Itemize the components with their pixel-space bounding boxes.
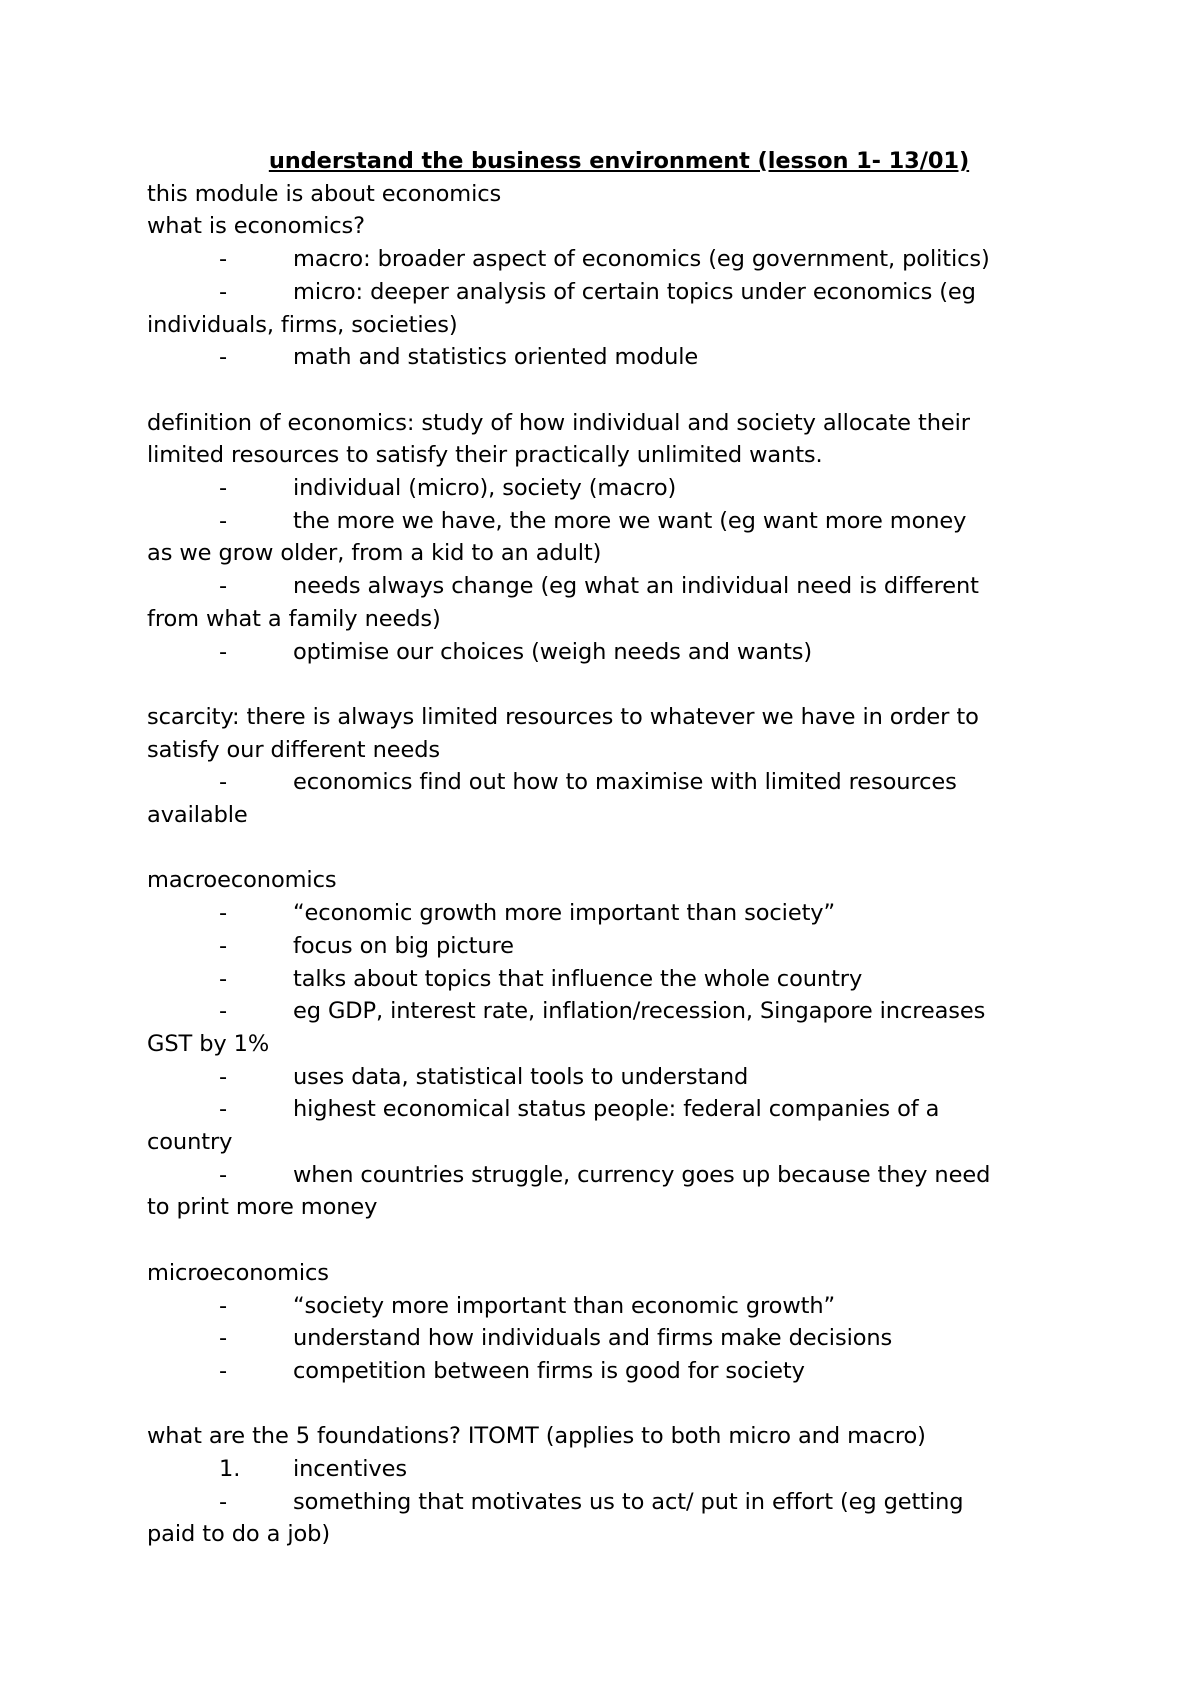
list-item-first-line bbox=[147, 1355, 1067, 1388]
list-marker: - bbox=[219, 998, 228, 1025]
microeconomics-heading: microeconomics bbox=[147, 1259, 329, 1286]
list-item-first-line bbox=[147, 341, 1067, 374]
scarcity-list bbox=[147, 766, 1067, 831]
list-item-first-line bbox=[147, 1290, 1067, 1323]
question-line: what is economics? bbox=[147, 213, 365, 240]
list-marker: - bbox=[219, 1357, 228, 1384]
list-item bbox=[147, 897, 1067, 930]
list-item bbox=[147, 1290, 1067, 1323]
document-title: understand the business environment (lesson 1- 13/01) bbox=[268, 148, 970, 174]
list-marker: - bbox=[219, 573, 228, 600]
list-item-text: micro: deeper analysis of certain topics under economics (eg bbox=[293, 278, 976, 305]
blank-line bbox=[147, 374, 1067, 407]
list-item-text: economics find out how to maximise with limited resources bbox=[293, 769, 957, 796]
list-item-text: focus on big picture bbox=[293, 932, 514, 959]
list-item-continuation: available bbox=[147, 802, 248, 829]
list-marker: - bbox=[219, 278, 228, 305]
blank-line bbox=[147, 832, 1067, 865]
list-item-first-line bbox=[147, 1453, 1067, 1486]
list-item bbox=[147, 963, 1067, 996]
list-item-first-line bbox=[147, 472, 1067, 505]
list-item-first-line bbox=[147, 963, 1067, 996]
list-item-text: individual (micro), society (macro) bbox=[293, 475, 677, 502]
blank-line bbox=[147, 668, 1067, 701]
macroeconomics-heading: macroeconomics bbox=[147, 867, 337, 894]
list-item-first-line bbox=[147, 570, 1067, 603]
list-item-text: needs always change (eg what an individual need is different bbox=[293, 573, 979, 600]
list-marker: - bbox=[219, 900, 228, 927]
list-item bbox=[147, 1159, 1067, 1224]
list-item bbox=[147, 636, 1067, 669]
list-marker: - bbox=[219, 344, 228, 371]
list-item-first-line bbox=[147, 897, 1067, 930]
list-item bbox=[147, 1486, 1067, 1551]
list-marker: - bbox=[219, 638, 228, 665]
definition-line: limited resources to satisfy their practically unlimited wants. bbox=[147, 442, 823, 469]
list-item-first-line bbox=[147, 505, 1067, 538]
list-item bbox=[147, 1093, 1067, 1158]
list-item-first-line bbox=[147, 930, 1067, 963]
list-item-text: “society more important than economic growth” bbox=[293, 1292, 836, 1319]
list-marker: - bbox=[219, 1488, 228, 1515]
list-item-continuation: to print more money bbox=[147, 1194, 378, 1221]
intro-line: this module is about economics bbox=[147, 180, 502, 207]
microeconomics-list bbox=[147, 1290, 1067, 1388]
list-item bbox=[147, 505, 1067, 570]
foundations-heading: what are the 5 foundations? ITOMT (applies to both micro and macro) bbox=[147, 1423, 926, 1450]
list-item-first-line bbox=[147, 1159, 1067, 1192]
list-item-text: incentives bbox=[293, 1456, 407, 1483]
list-item-text: optimise our choices (weigh needs and wants) bbox=[293, 638, 813, 665]
list-marker: - bbox=[219, 965, 228, 992]
list-item bbox=[147, 1061, 1067, 1094]
list-item-first-line bbox=[147, 636, 1067, 669]
list-marker: - bbox=[219, 475, 228, 502]
list-marker: - bbox=[219, 507, 228, 534]
list-item-continuation: paid to do a job) bbox=[147, 1521, 331, 1548]
scarcity-line: scarcity: there is always limited resources to whatever we have in order to bbox=[147, 703, 979, 730]
list-marker: - bbox=[219, 932, 228, 959]
list-marker: - bbox=[219, 1325, 228, 1352]
blank-line bbox=[147, 1224, 1067, 1257]
list-item-first-line bbox=[147, 243, 1067, 276]
list-item-text: something that motivates us to act/ put in effort (eg getting bbox=[293, 1488, 964, 1515]
list-item-continuation: from what a family needs) bbox=[147, 605, 441, 632]
blank-line bbox=[147, 1388, 1067, 1421]
list-item-continuation: country bbox=[147, 1129, 233, 1156]
list-item bbox=[147, 570, 1067, 635]
definition-line: definition of economics: study of how individual and society allocate their bbox=[147, 409, 970, 436]
scarcity-line: satisfy our different needs bbox=[147, 736, 441, 763]
list-item-text: when countries struggle, currency goes up because they need bbox=[293, 1161, 991, 1188]
list-item-first-line bbox=[147, 276, 1067, 309]
list-marker: - bbox=[219, 1292, 228, 1319]
list-item bbox=[147, 341, 1067, 374]
list-item bbox=[147, 1322, 1067, 1355]
list-item bbox=[147, 276, 1067, 341]
list-item bbox=[147, 1453, 1067, 1486]
list-item-text: math and statistics oriented module bbox=[293, 344, 699, 371]
list-item-first-line bbox=[147, 1486, 1067, 1519]
list-item-text: highest economical status people: federal companies of a bbox=[293, 1096, 940, 1123]
list-item-continuation: individuals, firms, societies) bbox=[147, 311, 458, 338]
list-item-first-line bbox=[147, 995, 1067, 1028]
list-marker: 1. bbox=[219, 1456, 241, 1483]
list-item-text: talks about topics that influence the whole country bbox=[293, 965, 863, 992]
list-marker: - bbox=[219, 246, 228, 273]
list-item-first-line bbox=[147, 1093, 1067, 1126]
list-item bbox=[147, 1355, 1067, 1388]
list-item-continuation: GST by 1% bbox=[147, 1030, 270, 1057]
list-item bbox=[147, 995, 1067, 1060]
list-item-text: competition between firms is good for society bbox=[293, 1357, 805, 1384]
definition-list bbox=[147, 472, 1067, 668]
list-item-text: eg GDP, interest rate, inflation/recession, Singapore increases bbox=[293, 998, 986, 1025]
list-item bbox=[147, 930, 1067, 963]
list-item-continuation: as we grow older, from a kid to an adult) bbox=[147, 540, 602, 567]
list-item-first-line bbox=[147, 766, 1067, 799]
list-marker: - bbox=[219, 1096, 228, 1123]
list-marker: - bbox=[219, 769, 228, 796]
list-item bbox=[147, 766, 1067, 831]
list-item-text: macro: broader aspect of economics (eg government, politics) bbox=[293, 246, 990, 273]
list-item-first-line bbox=[147, 1322, 1067, 1355]
list-item-text: uses data, statistical tools to understand bbox=[293, 1063, 749, 1090]
document-page bbox=[147, 145, 1067, 1551]
list-item-text: “economic growth more important than society” bbox=[293, 900, 836, 927]
list-marker: - bbox=[219, 1161, 228, 1188]
what-is-economics-list bbox=[147, 243, 1067, 374]
foundations-list bbox=[147, 1453, 1067, 1551]
list-marker: - bbox=[219, 1063, 228, 1090]
macroeconomics-list bbox=[147, 897, 1067, 1224]
list-item-first-line bbox=[147, 1061, 1067, 1094]
list-item-text: the more we have, the more we want (eg want more money bbox=[293, 507, 967, 534]
list-item-text: understand how individuals and firms make decisions bbox=[293, 1325, 893, 1352]
list-item bbox=[147, 243, 1067, 276]
list-item bbox=[147, 472, 1067, 505]
